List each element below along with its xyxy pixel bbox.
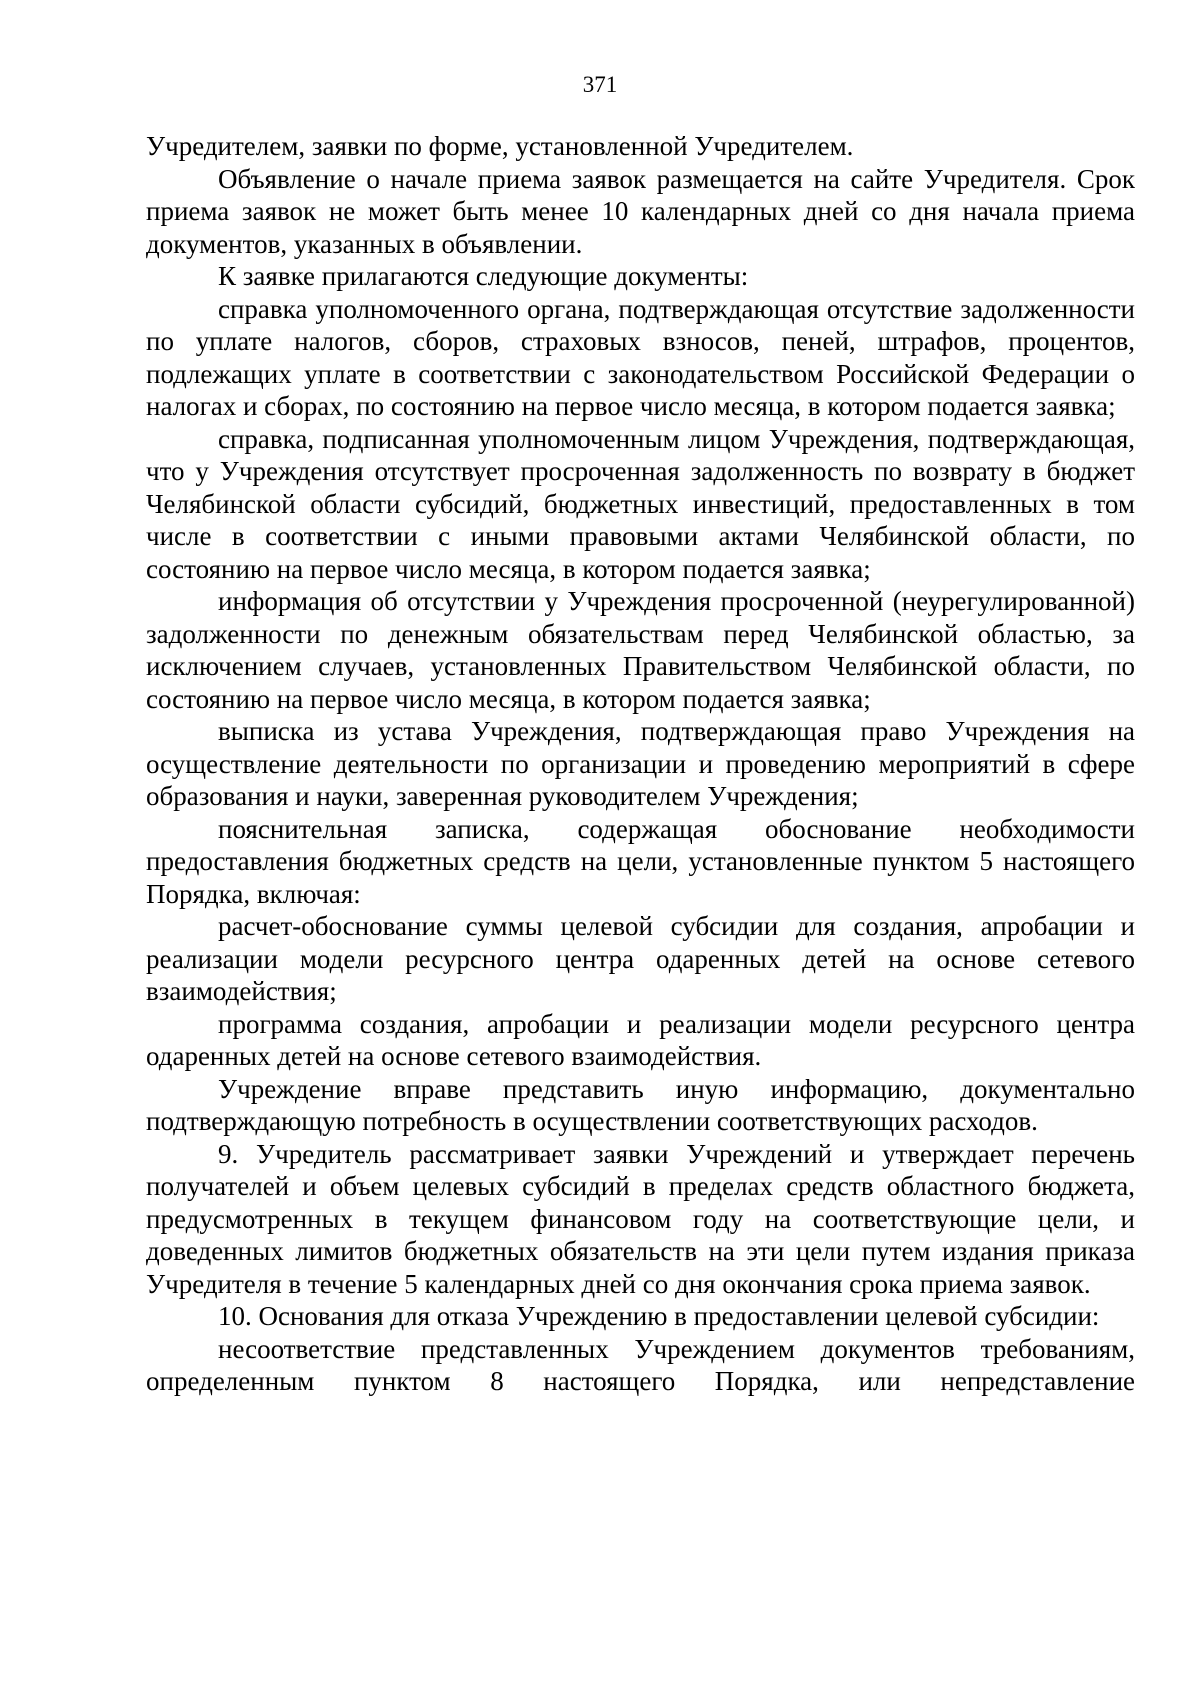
list-item: информация об отсутствии у Учреждения просроченной (неурегулированной) задолженности по денежным обязательствам перед Челябинской областью, за исключением случаев, установленных Правительством Челябинской области, по состоянию на первое число месяца, в котором подается заявка; — [146, 586, 1135, 714]
page-number: 371 — [582, 72, 618, 97]
numbered-paragraph-10: 10. Основания для отказа Учреждению в предоставлении целевой субсидии: — [218, 1301, 1100, 1331]
list-item: расчет-обоснование суммы целевой субсидии для создания, апробации и реализации модели ресурсного центра одаренных детей на основе сетевого взаимодействия; — [146, 911, 1135, 1006]
document-body — [146, 130, 1135, 1398]
numbered-paragraph-9: 9. Учредитель рассматривает заявки Учреждений и утверждает перечень получателей и объем целевых субсидий в пределах средств областного бюджета, предусмотренных в текущем финансовом году на соответствующие цели, и доведенных лимитов бюджетных обязательств на эти цели путем издания приказа Учредителя в течение 5 календарных дней со дня окончания срока приема заявок. — [146, 1138, 1135, 1299]
list-item: несоответствие представленных Учреждением документов требованиям, определенным пунктом 8 настоящего Порядка, или непредставление — [146, 1333, 1135, 1396]
paragraph: Учредителем, заявки по форме, установленной Учредителем. — [146, 131, 854, 161]
paragraph: Объявление о начале приема заявок размещается на сайте Учредителя. Срок приема заявок не может быть менее 10 календарных дней со дня начала приема документов, указанных в объявлении. — [146, 163, 1135, 259]
paragraph: Учреждение вправе представить иную информацию, документально подтверждающую потребность в осуществлении соответствующих расходов. — [146, 1073, 1135, 1136]
list-item: справка, подписанная уполномоченным лицом Учреждения, подтверждающая, что у Учреждения отсутствует просроченная задолженность по возврату в бюджет Челябинской области субсидий, бюджетных инвестиций, предоставленных в том числе в соответствии с иными правовыми актами Челябинской области, по состоянию на первое число месяца, в котором подается заявка; — [146, 423, 1135, 584]
list-item: выписка из устава Учреждения, подтверждающая право Учреждения на осуществление деятельности по организации и проведению мероприятий в сфере образования и науки, заверенная руководителем Учреждения; — [146, 716, 1135, 811]
list-item: пояснительная записка, содержащая обоснование необходимости предоставления бюджетных средств на цели, установленные пунктом 5 настоящего Порядка, включая: — [146, 813, 1135, 909]
paragraph: К заявке прилагаются следующие документы: — [218, 261, 749, 291]
list-item: справка уполномоченного органа, подтверждающая отсутствие задолженности по уплате налогов, сборов, страховых взносов, пеней, штрафов, процентов, подлежащих уплате в соответствии с законодательством Российской Федерации о налогах и сборах, по состоянию на первое число месяца, в котором подается заявка; — [146, 293, 1135, 421]
list-item: программа создания, апробации и реализации модели ресурсного центра одаренных детей на основе сетевого взаимодействия. — [146, 1008, 1135, 1071]
